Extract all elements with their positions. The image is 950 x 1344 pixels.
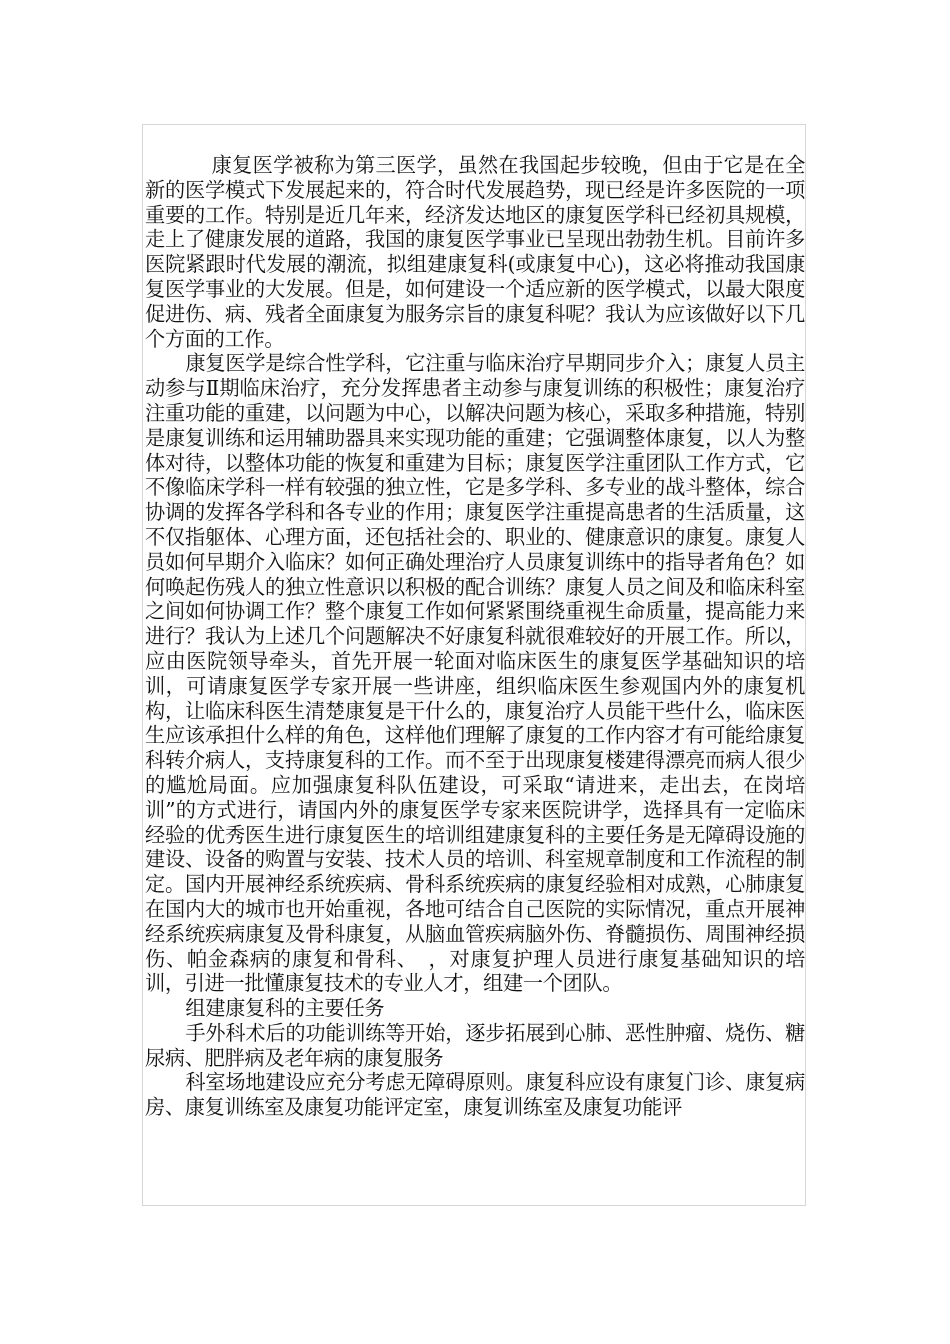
section-heading: 组建康复科的主要任务 [185, 996, 385, 1021]
document-body [145, 153, 805, 1120]
paragraph-intro: 康复医学被称为第三医学，虽然在我国起步较晚，但由于它是在全新的医学模式下发展起来的，符合时代发展趋势，现已经是许多医院的一项重要的工作。特别是近几年来，经济发达地区的康复医学科已经初具规模，走上了健康发展的道路，我国的康复医学事业已呈现出勃勃生机。目前许多医院紧跟时代发展的潮流，拟组建康复科(或康复中心)，这必将推动我国康复医学事业的大发展。但是，如何建设一个适应新的医学模式，以最大限度促进伤、病、残者全面康复为服务宗旨的康复科呢？我认为应该做好以下几个方面的工作。 [145, 153, 805, 351]
paragraph-services: 手外科术后的功能训练等开始，逐步拓展到心肺、恶性肿瘤、烧伤、糖尿病、肥胖病及老年病的康复服务 [145, 1020, 805, 1070]
paragraph-facilities: 科室场地建设应充分考虑无障碍原则。康复科应设有康复门诊、康复病房、康复训练室及康复功能评定室，康复训练室及康复功能评 [145, 1070, 805, 1120]
page-frame [142, 124, 806, 1206]
paragraph-characteristics: 康复医学是综合性学科，它注重与临床治疗早期同步介入；康复人员主动参与Ⅱ期临床治疗，充分发挥患者主动参与康复训练的积极性；康复治疗注重功能的重建，以问题为中心，以解决问题为核心，采取多种措施，特别是康复训练和运用辅助器具来实现功能的重建；它强调整体康复，以人为整体对待，以整体功能的恢复和重建为目标；康复医学注重团队工作方式，它不像临床学科一样有较强的独立性，它是多学科、多专业的战斗整体，综合协调的发挥各学科和各专业的作用；康复医学注重提高患者的生活质量，这不仅指躯体、心理方面，还包括社会的、职业的、健康意识的康复。康复人员如何早期介入临床？如何正确处理治疗人员康复训练中的指导者角色？如何唤起伤残人的独立性意识以积极的配合训练？康复人员之间及和临床科室之间如何协调工作？整个康复工作如何紧紧围绕重视生命质量，提高能力来进行？我认为上述几个问题解决不好康复科就很难较好的开展工作。所以，应由医院领导牵头，首先开展一轮面对临床医生的康复医学基础知识的培训，可请康复医学专家开展一些讲座，组织临床医生参观国内外的康复机构，让临床科医生清楚康复是干什么的，康复治疗人员能干些什么，临床医生应该承担什么样的角色，这样他们理解了康复的工作内容才有可能给康复科转介病人，支持康复科的工作。而不至于出现康复楼建得漂亮而病人很少的尴尬局面。应加强康复科队伍建设，可采取“请进来，走出去，在岗培训”的方式进行，请国内外的康复医学专家来医院讲学，选择具有一定临床经验的优秀医生进行康复医生的培训组建康复科的主要任务是无障碍设施的建设、设备的购置与安装、技术人员的培训、科室规章制度和工作流程的制定。国内开展神经系统疾病、骨科系统疾病的康复经验相对成熟，心肺康复在国内大的城市也开始重视，各地可结合自己医院的实际情况，重点开展神经系统疾病康复及骨科康复，从脑血管疾病脑外伤、脊髓损伤、周围神经损伤、帕金森病的康复和骨科、 ，对康复护理人员进行康复基础知识的培训，引进一批懂康复技术的专业人才，组建一个团队。 [145, 351, 805, 996]
